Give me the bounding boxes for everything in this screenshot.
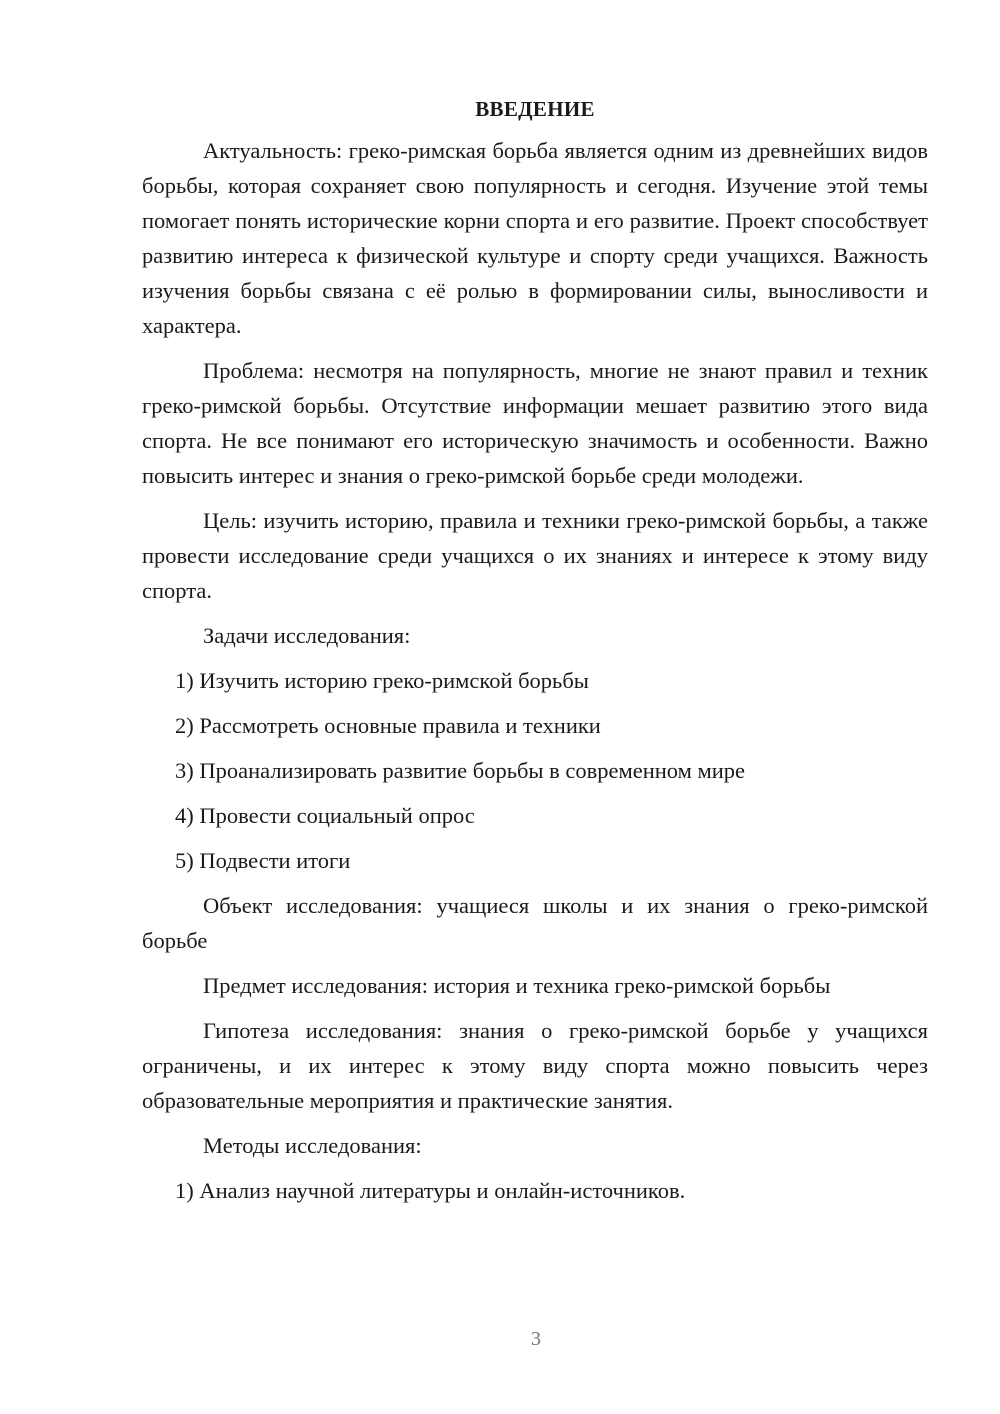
paragraph-hypothesis: Гипотеза исследования: знания о греко-римской борьбе у учащихся ограничены, и их интерес к этому виду спорта можно повысить через образовательные мероприятия и практические занятия.: [142, 1018, 928, 1113]
page-number: 3: [531, 1328, 541, 1350]
paragraph-goal: Цель: изучить историю, правила и техники греко-римской борьбы, а также провести исследование среди учащихся о их знаниях и интересе к этому виду спорта.: [142, 508, 928, 603]
list-item: 5) Подвести итоги: [175, 848, 351, 873]
list-item: 4) Провести социальный опрос: [175, 803, 475, 828]
methods-heading: Методы исследования:: [203, 1133, 422, 1158]
list-item: 2) Рассмотреть основные правила и техники: [175, 713, 601, 738]
methods-list: [142, 1173, 928, 1208]
list-item: 3) Проанализировать развитие борьбы в современном мире: [175, 758, 746, 783]
tasks-heading: Задачи исследования:: [203, 623, 411, 648]
paragraph-subject: Предмет исследования: история и техника греко-римской борьбы: [203, 973, 831, 998]
section-title: ВВЕДЕНИЕ: [475, 97, 595, 121]
list-item: 1) Изучить историю греко-римской борьбы: [175, 668, 589, 693]
document-page: [142, 92, 928, 1218]
paragraph-object: Объект исследования: учащиеся школы и их знания о греко-римской борьбе: [142, 893, 928, 953]
paragraph-actuality: Актуальность: греко-римская борьба является одним из древнейших видов борьбы, которая сохраняет свою популярность и сегодня. Изучение этой темы помогает понять исторические корни спорта и его развитие. Проект способствует развитию интереса к физической культуре и спорту среди учащихся. Важность изучения борьбы связана с её ролью в формировании силы, выносливости и характера.: [142, 138, 928, 338]
paragraph-problem: Проблема: несмотря на популярность, многие не знают правил и техник греко-римской борьбы. Отсутствие информации мешает развитию этого вида спорта. Не все понимают его историческую значимость и особенности. Важно повысить интерес и знания о греко-римской борьбе среди молодежи.: [142, 358, 928, 488]
list-item: 1) Анализ научной литературы и онлайн-источников.: [175, 1178, 686, 1203]
tasks-list: [142, 663, 928, 878]
